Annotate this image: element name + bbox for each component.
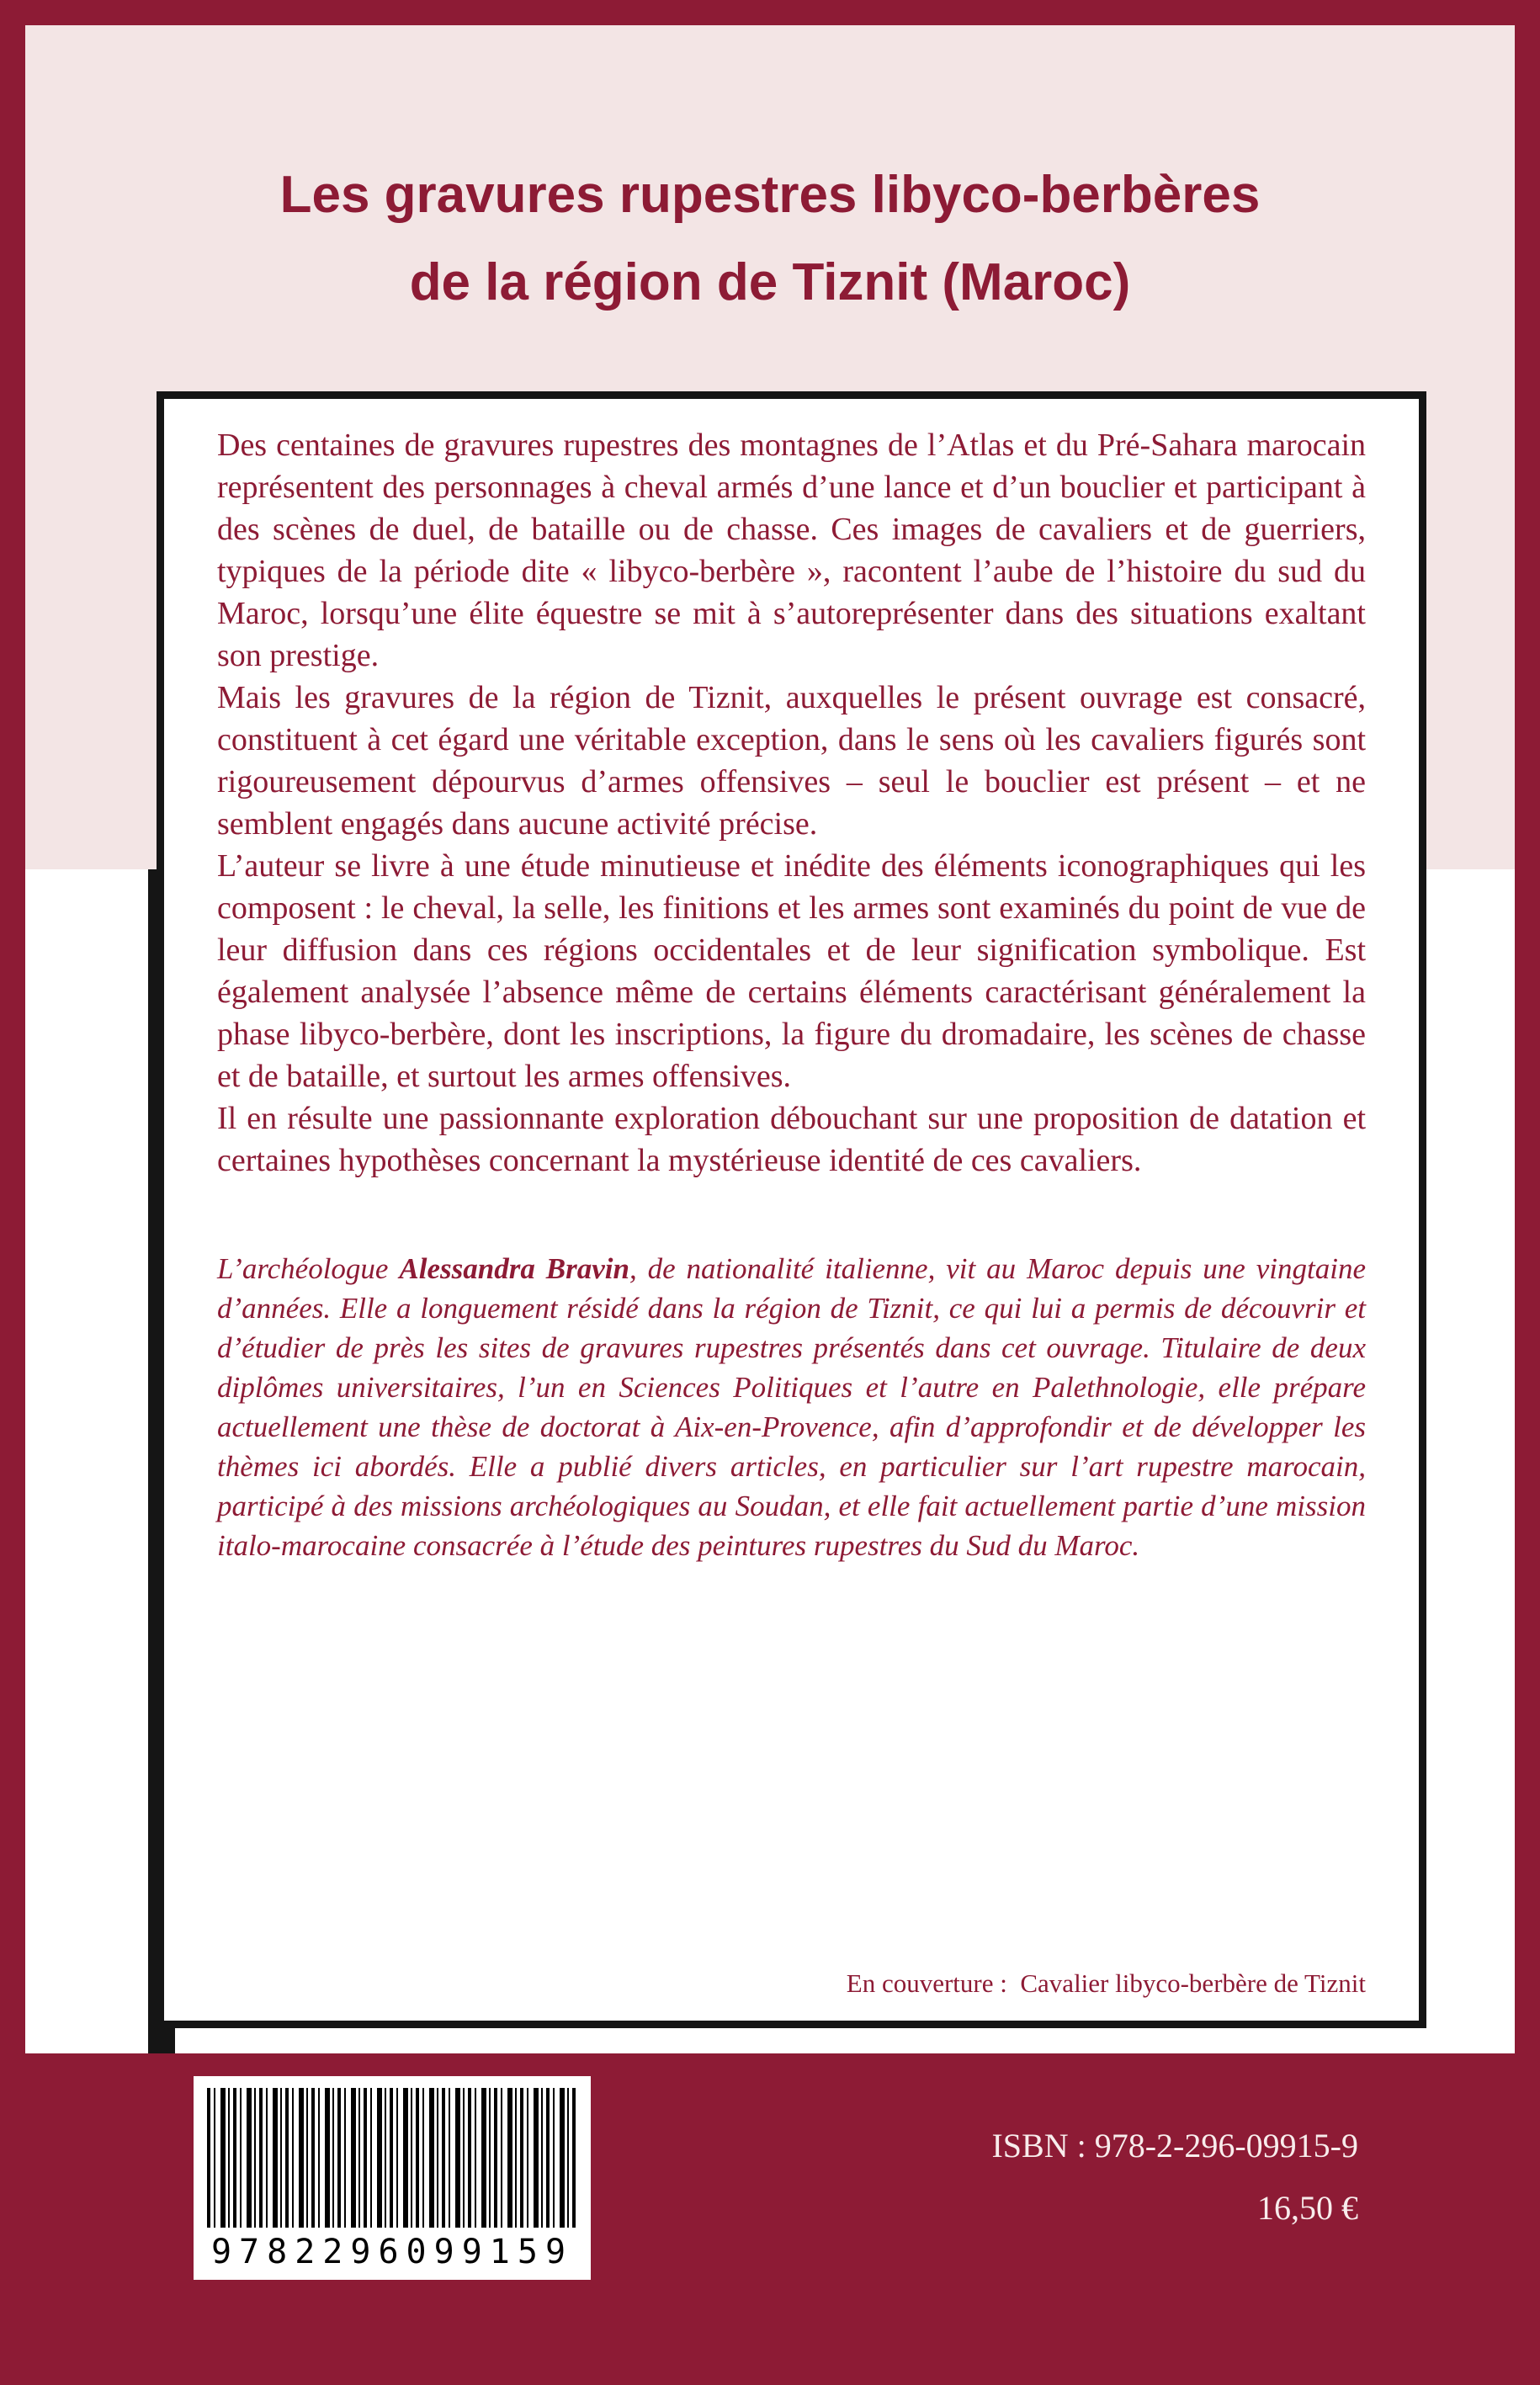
barcode-bars (207, 2088, 577, 2228)
blurb-paragraph: Des centaines de gravures rupestres des montagnes de l’Atlas et du Pré-Sahara marocain représentent des personnages à cheval armés d’une lance et d’un bouclier et participant à des scènes de duel, de bataille ou de chasse. Ces images de cavaliers et de guerriers, typiques de la période dite « libyco-berbère », racontent l’aube de l’histoire du sud du Maroc, lorsqu’une élite équestre se mit à s’autoreprésenter dans des situations exaltant son prestige. (217, 428, 1366, 673)
content-panel (157, 391, 1426, 2028)
price-text: 16,50 € (1257, 2189, 1358, 2227)
barcode-digits: 9782296099159 (210, 2233, 574, 2271)
blurb (217, 424, 1366, 1182)
book-title (25, 151, 1515, 327)
author-bio (217, 1249, 1366, 1565)
cover-inner (25, 25, 1515, 2360)
title-line-2: de la région de Tiznit (Maroc) (409, 253, 1131, 311)
blurb-paragraph: L’auteur se livre à une étude minutieuse et inédite des éléments iconographiques qui les composent : le cheval, la selle, les finitions et les armes sont examinés du point de vue de leur diffusion dans ces régions occidentales et de leur signification symbolique. Est également analysée l’absence même de certains éléments caractérisant généralement la phase libyco-berbère, dont les inscriptions, la figure du dromadaire, les scènes de chasse et de bataille, et surtout les armes offensives. (217, 848, 1366, 1094)
blurb-paragraph: Il en résulte une passionnante exploration débouchant sur une proposition de datation et certaines hypothèses concernant la mystérieuse identité de ces cavaliers. (217, 1101, 1366, 1178)
colophon (991, 2125, 1358, 2229)
barcode (194, 2076, 591, 2280)
blurb-paragraph: Mais les gravures de la région de Tiznit, auxquelles le présent ouvrage est consacré, constituent à cet égard une véritable exception, dans le sens où les cavaliers figurés sont rigoureusement dépourvus d’armes offensives – seul le bouclier est présent – et ne semblent engagés dans aucune activité précise. (217, 680, 1366, 842)
cover-caption: En couverture : Cavalier libyco-berbère de Tiznit (846, 1968, 1366, 1998)
isbn-text: ISBN : 978-2-296-09915-9 (991, 2127, 1358, 2165)
author-name: Alessandra Bravin (399, 1252, 629, 1285)
title-line-1: Les gravures rupestres libyco-berbères (279, 166, 1261, 224)
bio-rest: , de nationalité italienne, vit au Maroc depuis une vingtaine d’années. Elle a longuement résidé dans la région de Tiznit, ce qui lui a permis de découvrir et d’étudier de près les sites de gravures rupestres présentés dans cet ouvrage. Titulaire de deux diplômes universitaires, l’un en Sciences Politiques et l’autre en Palethnologie, elle prépare actuellement une thèse de doctorat à Aix-en-Provence, afin d’approfondir et de développer les thèmes ici abordés. Elle a publié divers articles, en particulier sur l’art rupestre marocain, participé à des missions archéologiques au Soudan, et elle fait actuellement partie d’une mission italo-marocaine consacrée à l’étude des peintures rupestres du Sud du Maroc. (217, 1252, 1366, 1562)
bio-prefix: L’archéologue (217, 1252, 400, 1285)
